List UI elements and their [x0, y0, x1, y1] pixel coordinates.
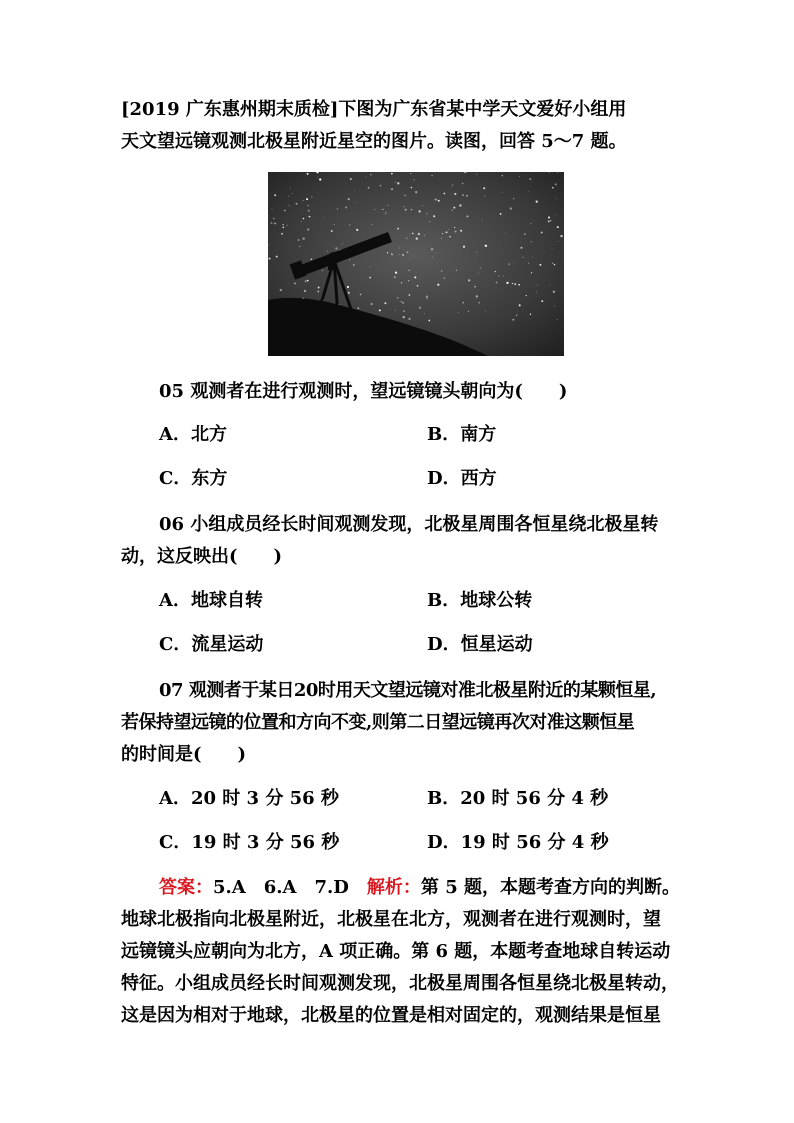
q5-option-a: A．北方	[159, 424, 227, 445]
q6-option-c: C．流星运动	[159, 634, 264, 655]
answer-keys: 5.A 6.A 7.D	[213, 877, 349, 898]
telescope-starry-sky-photo	[268, 172, 564, 356]
q7-option-d: D．19 时 56 分 4 秒	[427, 832, 609, 853]
q6-option-a: A．地球自转	[159, 590, 263, 611]
analysis-label: 解析：	[366, 877, 421, 898]
intro-line-1: [2019 广东惠州期末质检]下图为广东省某中学天文爱好小组用	[121, 99, 627, 120]
q7-option-b: B．20 时 56 分 4 秒	[427, 788, 609, 809]
q5-option-c: C．东方	[159, 468, 228, 489]
q7-stem-line-1: 07 观测者于某日20时用天文望远镜对准北极星附近的某颗恒星,	[159, 680, 657, 701]
q6-stem-line-1: 06 小组成员经长时间观测发现，北极星周围各恒星绕北极星转	[159, 514, 659, 535]
answer-label: 答案：	[159, 877, 213, 898]
analysis-line-4: 特征。小组成员经长时间观测发现，北极星周围各恒星绕北极星转动，	[121, 973, 679, 994]
q6-stem-line-2: 动，这反映出( )	[121, 546, 283, 567]
q6-option-d: D．恒星运动	[427, 634, 533, 655]
q7-option-a: A．20 时 3 分 56 秒	[159, 788, 339, 809]
q7-stem-line-2: 若保持望远镜的位置和方向不变,则第二日望远镜再次对准这颗恒星	[121, 712, 635, 733]
q5-stem: 05 观测者在进行观测时，望远镜镜头朝向为( )	[159, 381, 568, 402]
answer-line-1	[159, 876, 680, 900]
analysis-line-2: 地球北极指向北极星附近，北极星在北方，观测者在进行观测时，望	[121, 909, 661, 930]
analysis-line-1: 第 5 题，本题考查方向的判断。	[420, 877, 680, 898]
q7-option-c: C．19 时 3 分 56 秒	[159, 832, 340, 853]
intro-line-2: 天文望远镜观测北极星附近星空的图片。读图，回答 5～7 题。	[121, 131, 627, 152]
q6-option-b: B．地球公转	[427, 590, 533, 611]
analysis-line-3: 远镜镜头应朝向为北方，A 项正确。第 6 题，本题考查地球自转运动	[121, 941, 671, 962]
q5-option-d: D．西方	[427, 468, 497, 489]
q7-stem-line-3: 的时间是( )	[121, 744, 247, 765]
q5-option-b: B．南方	[427, 424, 497, 445]
analysis-line-5: 这是因为相对于地球，北极星的位置是相对固定的，观测结果是恒星	[121, 1005, 661, 1026]
